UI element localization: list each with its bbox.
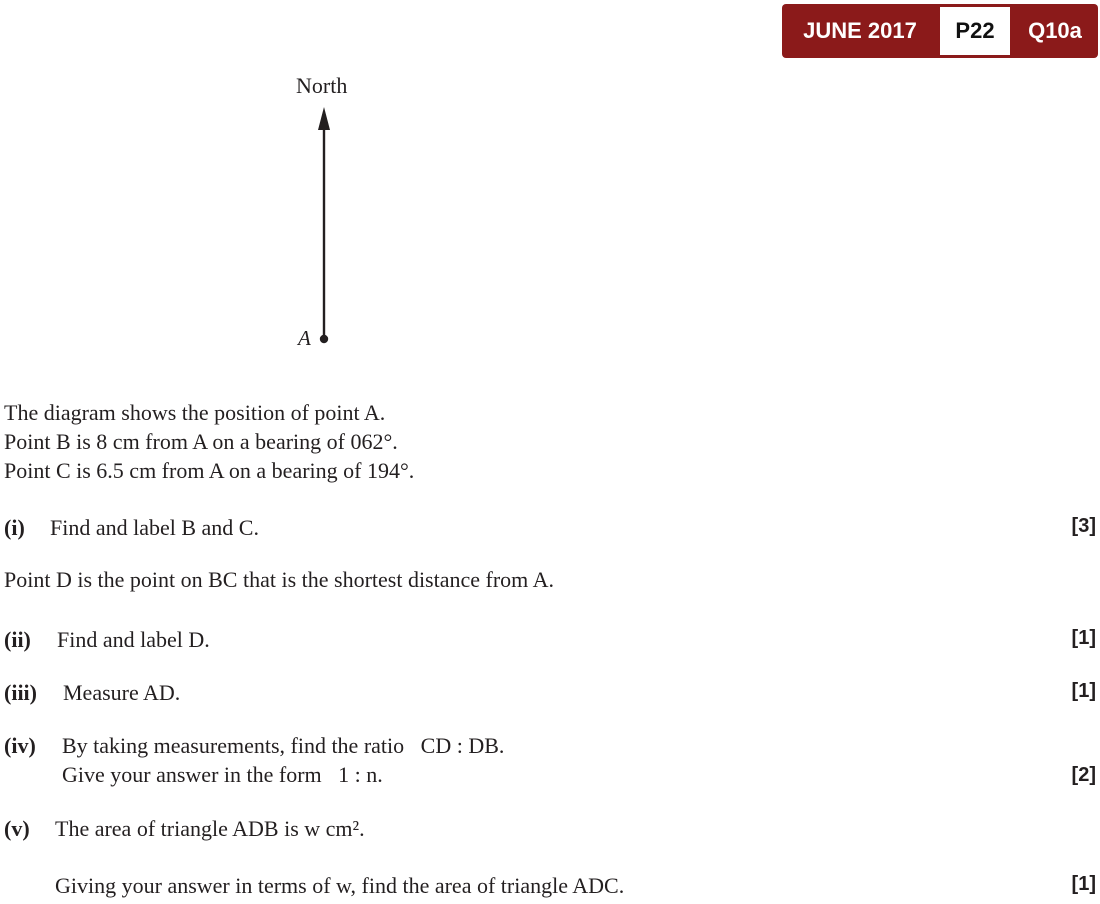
part-iii bbox=[4, 680, 180, 706]
point-d-definition: Point D is the point on BC that is the shortest distance from A. bbox=[4, 567, 554, 592]
part-ii-number: (ii) bbox=[4, 627, 31, 652]
part-iv-number: (iv) bbox=[4, 733, 36, 758]
point-a-label: A bbox=[298, 326, 311, 350]
part-ii bbox=[4, 627, 210, 653]
exam-session: JUNE 2017 bbox=[803, 18, 917, 43]
part-v bbox=[4, 816, 365, 842]
part-i-number: (i) bbox=[4, 515, 25, 540]
part-iii-text: Measure AD. bbox=[63, 680, 181, 705]
north-arrowhead bbox=[318, 107, 330, 130]
part-i-text: Find and label B and C. bbox=[50, 515, 259, 540]
part-iv-marks: [2] bbox=[1071, 764, 1096, 786]
intro-line-1: The diagram shows the position of point A. bbox=[4, 400, 386, 425]
part-v-text-2: Giving your answer in terms of w, find the area of triangle ADC. bbox=[55, 873, 625, 898]
part-v-text: The area of triangle ADB is w cm². bbox=[55, 816, 365, 841]
part-ii-text: Find and label D. bbox=[57, 627, 210, 652]
intro-line-2: Point B is 8 cm from A on a bearing of 062°. bbox=[4, 429, 398, 454]
part-iv-text-2: Give your answer in the form 1 : n. bbox=[62, 762, 383, 787]
part-i-marks: [3] bbox=[1071, 515, 1096, 537]
intro-line-3: Point C is 6.5 cm from A on a bearing of 194°. bbox=[4, 458, 415, 483]
north-label: North bbox=[296, 73, 348, 98]
part-v-marks: [1] bbox=[1071, 873, 1096, 895]
part-iv-text: By taking measurements, find the ratio CD : DB. bbox=[62, 733, 505, 758]
part-iii-number: (iii) bbox=[4, 680, 37, 705]
bearing-diagram bbox=[270, 66, 390, 356]
point-a-marker bbox=[320, 335, 328, 343]
part-iii-marks: [1] bbox=[1071, 680, 1096, 702]
part-i bbox=[4, 515, 259, 541]
question-reference-badge bbox=[782, 4, 1098, 58]
part-v-number: (v) bbox=[4, 816, 30, 841]
paper-number: P22 bbox=[940, 7, 1010, 55]
part-ii-marks: [1] bbox=[1071, 627, 1096, 649]
question-number: Q10a bbox=[1028, 18, 1082, 43]
part-iv bbox=[4, 733, 504, 759]
